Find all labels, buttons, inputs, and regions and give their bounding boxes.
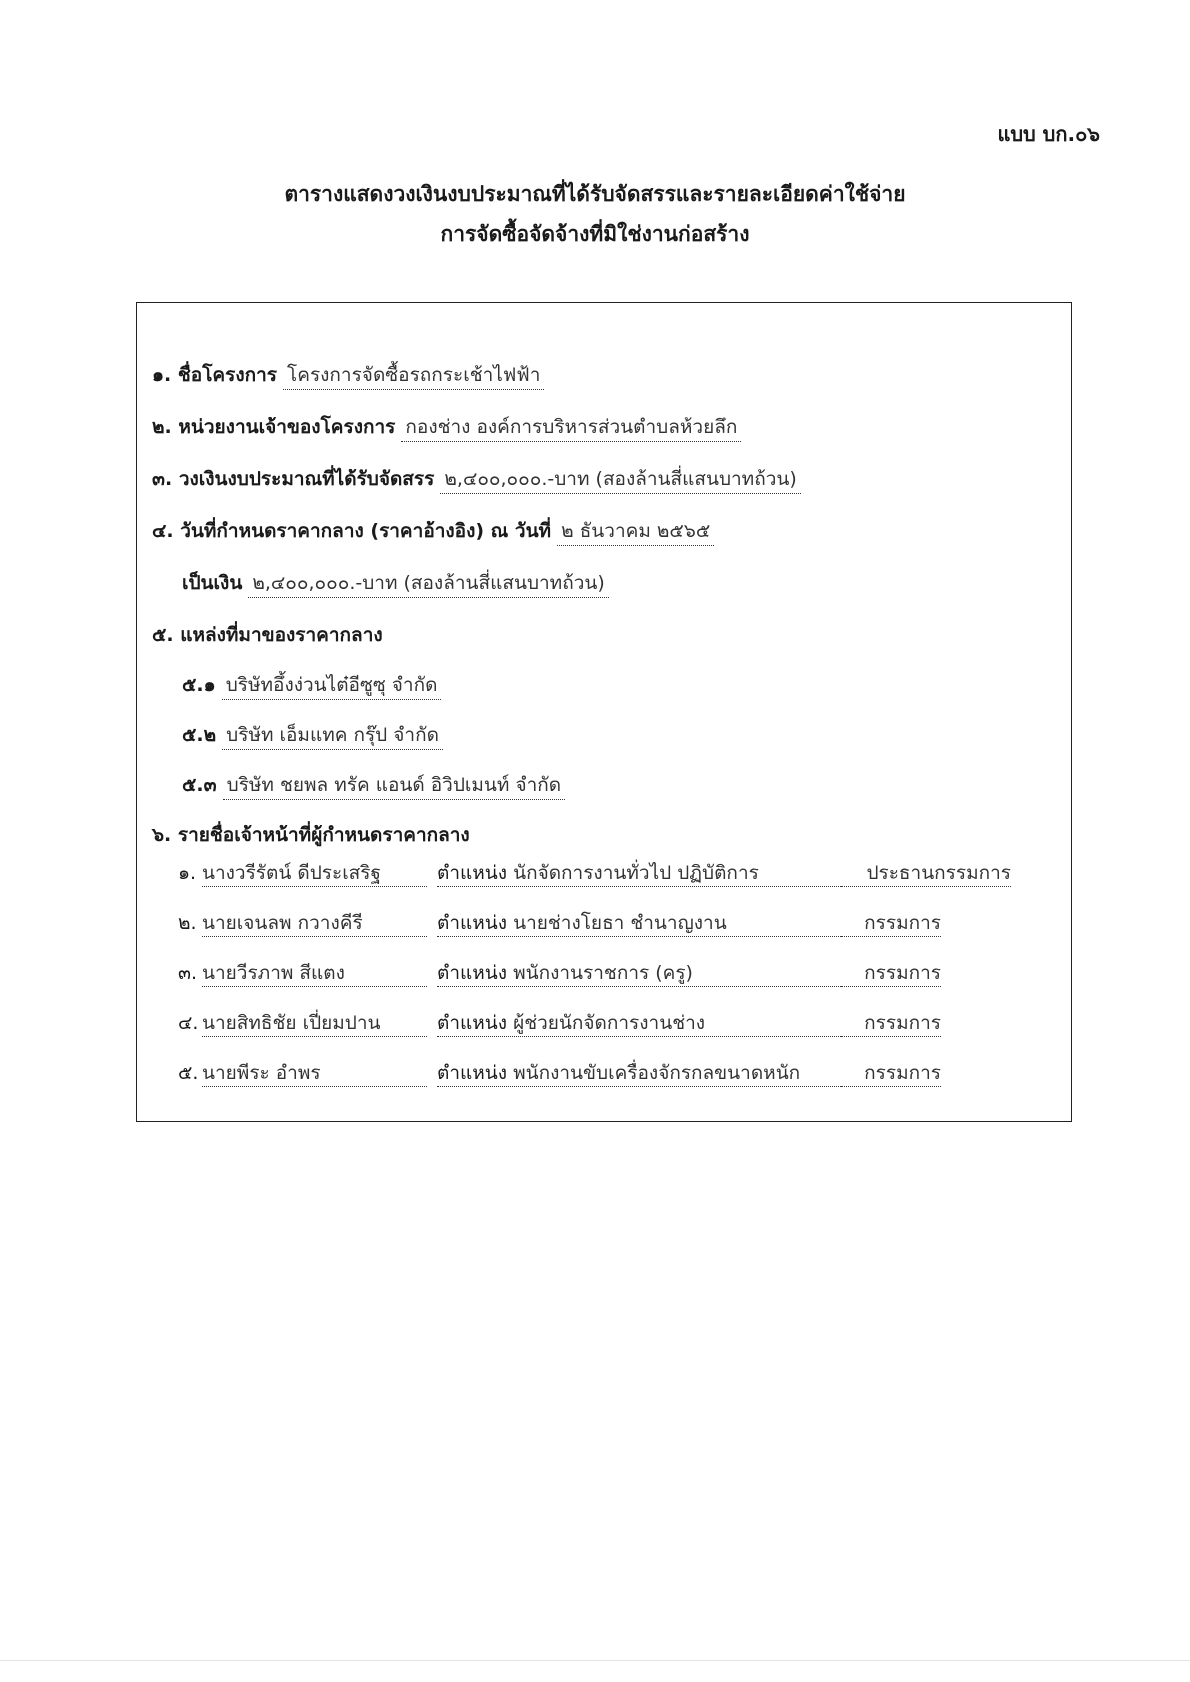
officer-role: กรรมการ — [841, 1060, 941, 1087]
officer-number: ๔. — [178, 1012, 199, 1034]
item-budget — [152, 466, 801, 494]
officer-position-field — [437, 1010, 841, 1037]
item-owner-unit — [152, 414, 741, 442]
source-row — [182, 722, 443, 750]
title-line-2: การจัดซื้อจัดจ้างที่มิใช่งานก่อสร้าง — [440, 222, 750, 246]
officer-name: นายวีรภาพ สีแตง — [202, 960, 427, 987]
officer-position: ผู้ช่วยนักจัดการงานช่าง — [513, 1012, 706, 1034]
officer-role: กรรมการ — [841, 910, 941, 937]
item-5-label: ๕. แหล่งที่มาของราคากลาง — [152, 624, 383, 646]
item-3-value: ๒,๔๐๐,๐๐๐.-บาท (สองล้านสี่แสนบาทถ้วน) — [440, 466, 800, 494]
officer-position: พนักงานขับเครื่องจักรกลขนาดหนัก — [513, 1062, 801, 1084]
item-officers — [152, 822, 470, 848]
officer-role: กรรมการ — [841, 960, 941, 987]
item-reference-amount — [182, 570, 609, 598]
officer-position-label: ตำแหน่ง — [437, 1012, 508, 1034]
item-project-name — [152, 362, 544, 390]
officer-name: นายเจนลพ กวางคีรี — [202, 910, 427, 937]
item-3-label: ๓. วงเงินงบประมาณที่ได้รับจัดสรร — [152, 468, 435, 490]
item-1-label: ๑. ชื่อโครงการ — [152, 364, 277, 386]
source-company: บริษัท เอ็มแทค กรุ๊ป จำกัด — [222, 722, 443, 750]
item-1-value: โครงการจัดซื้อรถกระเช้าไฟฟ้า — [283, 362, 544, 390]
officer-position-field — [437, 860, 841, 887]
officer-role: กรรมการ — [841, 1010, 941, 1037]
officer-row — [178, 860, 1038, 888]
item-price-sources — [152, 622, 383, 648]
source-row — [182, 772, 565, 800]
item-reference-date — [152, 518, 714, 546]
officer-row — [178, 910, 1038, 938]
officer-position-label: ตำแหน่ง — [437, 912, 508, 934]
officer-position-field — [437, 910, 841, 937]
item-6-label: ๖. รายชื่อเจ้าหน้าที่ผู้กำหนดราคากลาง — [152, 824, 470, 846]
officer-position: นายช่างโยธา ชำนาญงาน — [513, 912, 727, 934]
form-code: แบบ บก.๐๖ — [997, 122, 1100, 146]
item-4-date: ๒ ธันวาคม ๒๕๖๕ — [557, 518, 714, 546]
officer-row — [178, 960, 1038, 988]
item-4-label: ๔. วันที่กำหนดราคากลาง (ราคาอ้างอิง) ณ วันที่ — [152, 520, 552, 542]
source-number: ๕.๓ — [182, 774, 217, 796]
item-4-amount-label: เป็นเงิน — [182, 572, 243, 594]
officer-position: พนักงานราชการ (ครู) — [513, 962, 693, 984]
title-line-1: ตารางแสดงวงเงินงบประมาณที่ได้รับจัดสรรและรายละเอียดค่าใช้จ่าย — [284, 182, 906, 206]
source-company: บริษัท ชยพล ทรัค แอนด์ อิวิปเมนท์ จำกัด — [223, 772, 565, 800]
item-2-label: ๒. หน่วยงานเจ้าของโครงการ — [152, 416, 396, 438]
officer-position-field — [437, 1060, 841, 1087]
source-row — [182, 672, 441, 700]
officer-position-label: ตำแหน่ง — [437, 1062, 508, 1084]
source-number: ๕.๑ — [182, 674, 216, 696]
officer-number: ๒. — [178, 912, 197, 934]
officer-row — [178, 1010, 1038, 1038]
officer-name: นายพีระ อำพร — [202, 1060, 427, 1087]
source-number: ๕.๒ — [182, 724, 217, 746]
officer-number: ๕. — [178, 1062, 199, 1084]
officer-row — [178, 1060, 1038, 1088]
officer-position-label: ตำแหน่ง — [437, 962, 508, 984]
officer-position-field — [437, 960, 841, 987]
item-2-value: กองช่าง องค์การบริหารส่วนตำบลห้วยลึก — [401, 414, 741, 442]
officer-position: นักจัดการงานทั่วไป ปฏิบัติการ — [513, 862, 759, 884]
officer-name: นางวรีรัตน์ ดีประเสริฐ — [202, 860, 427, 887]
scan-edge-line — [0, 1660, 1190, 1661]
officer-number: ๓. — [178, 962, 198, 984]
item-4-amount: ๒,๔๐๐,๐๐๐.-บาท (สองล้านสี่แสนบาทถ้วน) — [248, 570, 608, 598]
officer-name: นายสิทธิชัย เปี่ยมปาน — [202, 1010, 427, 1037]
officer-position-label: ตำแหน่ง — [437, 862, 508, 884]
officer-number: ๑. — [178, 862, 197, 884]
officer-role: ประธานกรรมการ — [841, 860, 1011, 887]
source-company: บริษัทอึ้งง่วนไต๋อีซูซุ จำกัด — [222, 672, 442, 700]
